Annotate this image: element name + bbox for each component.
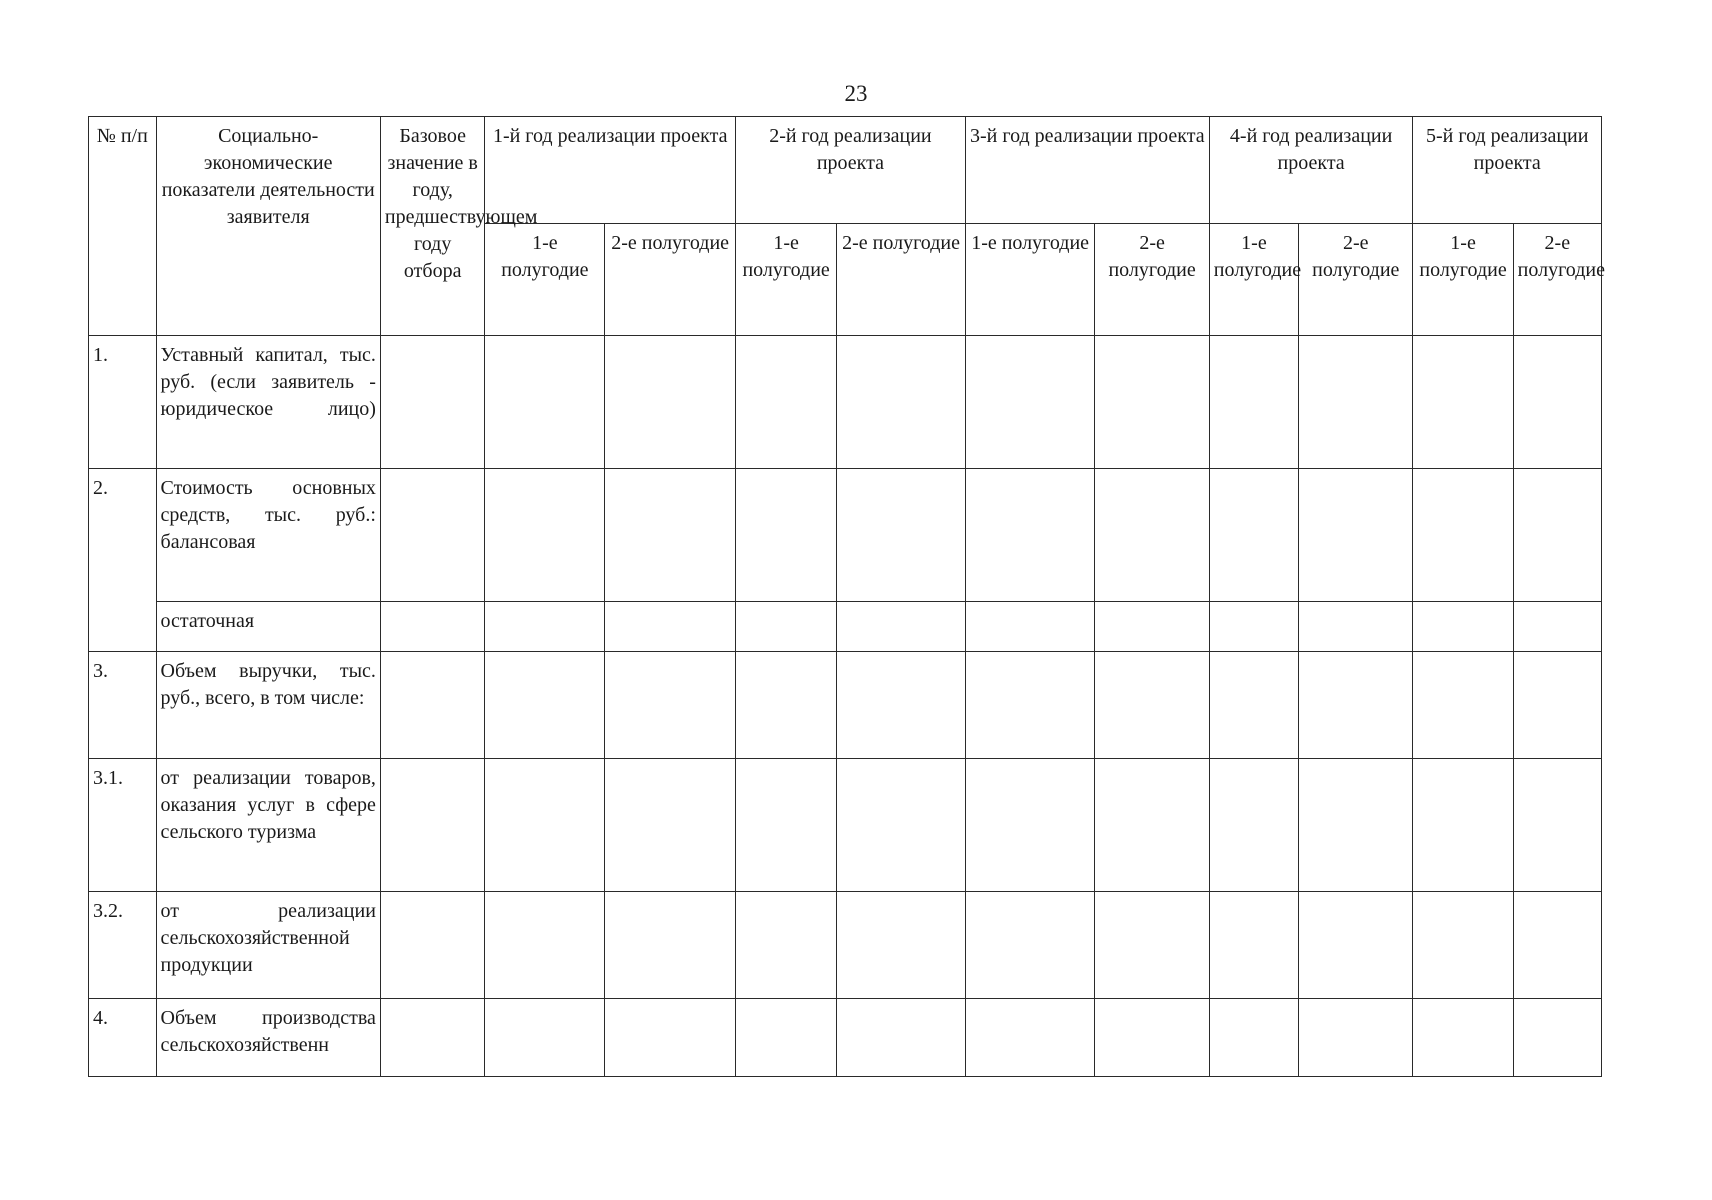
row-number: 2. bbox=[89, 469, 157, 652]
header-base-value: Базовое значение в году, предшествующем году отбора bbox=[380, 117, 485, 336]
data-cell[interactable] bbox=[1513, 336, 1601, 469]
table-row bbox=[89, 469, 1602, 602]
row-indicator: Объем производства сельскохозяйственн bbox=[156, 999, 380, 1077]
data-cell[interactable] bbox=[380, 469, 485, 602]
row-number: 3.1. bbox=[89, 759, 157, 892]
data-cell[interactable] bbox=[1299, 602, 1413, 652]
data-cell[interactable] bbox=[735, 602, 836, 652]
header-y1-h2: 2-е полугодие bbox=[605, 224, 736, 336]
data-cell[interactable] bbox=[605, 469, 736, 602]
row-number: 4. bbox=[89, 999, 157, 1077]
data-cell[interactable] bbox=[1209, 759, 1298, 892]
row-number: 3. bbox=[89, 652, 157, 759]
data-cell[interactable] bbox=[1513, 999, 1601, 1077]
data-cell[interactable] bbox=[380, 892, 485, 999]
header-y3-h2: 2-е полугодие bbox=[1095, 224, 1209, 336]
data-cell[interactable] bbox=[1095, 759, 1209, 892]
table-row bbox=[89, 999, 1602, 1077]
header-row-years bbox=[89, 117, 1602, 224]
data-cell[interactable] bbox=[485, 469, 605, 602]
data-cell[interactable] bbox=[1413, 469, 1513, 602]
row-number: 3.2. bbox=[89, 892, 157, 999]
data-cell[interactable] bbox=[605, 652, 736, 759]
header-y2-h1: 1-е полугодие bbox=[735, 224, 836, 336]
data-cell[interactable] bbox=[1299, 336, 1413, 469]
data-cell[interactable] bbox=[1513, 469, 1601, 602]
data-cell[interactable] bbox=[1209, 652, 1298, 759]
header-y4-h2: 2-е полугодие bbox=[1299, 224, 1413, 336]
header-y2-h2: 2-е полугодие bbox=[837, 224, 966, 336]
data-cell[interactable] bbox=[1513, 602, 1601, 652]
data-cell[interactable] bbox=[1209, 336, 1298, 469]
data-cell[interactable] bbox=[1299, 892, 1413, 999]
data-cell[interactable] bbox=[965, 469, 1095, 602]
data-cell[interactable] bbox=[1209, 602, 1298, 652]
data-cell[interactable] bbox=[605, 602, 736, 652]
header-y5-h2: 2-е полугодие bbox=[1513, 224, 1601, 336]
data-cell[interactable] bbox=[380, 759, 485, 892]
data-cell[interactable] bbox=[735, 999, 836, 1077]
data-cell[interactable] bbox=[965, 999, 1095, 1077]
data-cell[interactable] bbox=[837, 336, 966, 469]
data-cell[interactable] bbox=[1513, 759, 1601, 892]
header-year-4: 4-й год реализации проекта bbox=[1209, 117, 1413, 224]
data-cell[interactable] bbox=[485, 999, 605, 1077]
table-row bbox=[89, 652, 1602, 759]
data-cell[interactable] bbox=[1413, 336, 1513, 469]
header-indicator: Социально-экономические показатели деятельности заявителя bbox=[156, 117, 380, 336]
data-cell[interactable] bbox=[1299, 469, 1413, 602]
table-row bbox=[89, 892, 1602, 999]
data-cell[interactable] bbox=[380, 999, 485, 1077]
data-cell[interactable] bbox=[1095, 336, 1209, 469]
table-row bbox=[89, 602, 1602, 652]
indicators-table bbox=[88, 116, 1605, 1077]
header-y1-h1: 1-е полугодие bbox=[485, 224, 605, 336]
data-cell[interactable] bbox=[605, 892, 736, 999]
data-cell[interactable] bbox=[485, 892, 605, 999]
data-cell[interactable] bbox=[1209, 892, 1298, 999]
row-indicator: Уставный капитал, тыс. руб. (если заявитель - юридическое лицо) bbox=[156, 336, 380, 469]
data-cell[interactable] bbox=[1299, 759, 1413, 892]
row-number: 1. bbox=[89, 336, 157, 469]
data-cell[interactable] bbox=[380, 602, 485, 652]
data-cell[interactable] bbox=[837, 602, 966, 652]
header-year-5: 5-й год реализации проекта bbox=[1413, 117, 1602, 224]
data-cell[interactable] bbox=[485, 652, 605, 759]
data-cell[interactable] bbox=[605, 336, 736, 469]
row-indicator-sub: остаточная bbox=[156, 602, 380, 652]
header-y4-h1: 1-е полугодие bbox=[1209, 224, 1298, 336]
data-cell[interactable] bbox=[1413, 652, 1513, 759]
data-cell[interactable] bbox=[1413, 759, 1513, 892]
row-indicator: от реализации сельскохозяйственной продукции bbox=[156, 892, 380, 999]
data-cell[interactable] bbox=[1209, 469, 1298, 602]
data-cell[interactable] bbox=[1413, 892, 1513, 999]
data-cell[interactable] bbox=[380, 336, 485, 469]
data-cell[interactable] bbox=[735, 336, 836, 469]
header-y3-h1: 1-е полугодие bbox=[965, 224, 1095, 336]
header-year-1: 1-й год реализации проекта bbox=[485, 117, 736, 224]
header-year-3: 3-й год реализации проекта bbox=[965, 117, 1209, 224]
data-cell[interactable] bbox=[965, 602, 1095, 652]
data-cell[interactable] bbox=[965, 759, 1095, 892]
row-indicator: Стоимость основных средств, тыс. руб.: балансовая bbox=[156, 469, 380, 602]
table-row bbox=[89, 336, 1602, 469]
data-cell[interactable] bbox=[1095, 892, 1209, 999]
data-cell[interactable] bbox=[965, 892, 1095, 999]
data-cell[interactable] bbox=[735, 892, 836, 999]
header-num: № п/п bbox=[89, 117, 157, 336]
data-cell[interactable] bbox=[837, 999, 966, 1077]
data-cell[interactable] bbox=[837, 892, 966, 999]
data-cell[interactable] bbox=[1513, 652, 1601, 759]
header-y5-h1: 1-е полугодие bbox=[1413, 224, 1513, 336]
data-cell[interactable] bbox=[735, 469, 836, 602]
page-number: 23 bbox=[844, 81, 868, 106]
header-year-2: 2-й год реализации проекта bbox=[735, 117, 965, 224]
row-indicator: Объем выручки, тыс. руб., всего, в том числе: bbox=[156, 652, 380, 759]
data-cell[interactable] bbox=[735, 652, 836, 759]
data-cell[interactable] bbox=[1095, 652, 1209, 759]
data-cell[interactable] bbox=[1209, 999, 1298, 1077]
data-cell[interactable] bbox=[1413, 602, 1513, 652]
data-cell[interactable] bbox=[605, 759, 736, 892]
data-cell[interactable] bbox=[965, 336, 1095, 469]
row-indicator: от реализации товаров, оказания услуг в сфере сельского туризма bbox=[156, 759, 380, 892]
data-cell[interactable] bbox=[837, 652, 966, 759]
data-cell[interactable] bbox=[1095, 602, 1209, 652]
data-cell[interactable] bbox=[965, 652, 1095, 759]
data-cell[interactable] bbox=[1299, 999, 1413, 1077]
data-cell[interactable] bbox=[1095, 469, 1209, 602]
data-cell[interactable] bbox=[735, 759, 836, 892]
table-row bbox=[89, 759, 1602, 892]
data-cell[interactable] bbox=[485, 602, 605, 652]
data-cell[interactable] bbox=[1095, 999, 1209, 1077]
data-cell[interactable] bbox=[605, 999, 736, 1077]
data-cell[interactable] bbox=[1299, 652, 1413, 759]
data-cell[interactable] bbox=[1513, 892, 1601, 999]
data-cell[interactable] bbox=[1413, 999, 1513, 1077]
data-cell[interactable] bbox=[485, 336, 605, 469]
data-cell[interactable] bbox=[837, 469, 966, 602]
data-cell[interactable] bbox=[837, 759, 966, 892]
data-cell[interactable] bbox=[380, 652, 485, 759]
data-cell[interactable] bbox=[485, 759, 605, 892]
